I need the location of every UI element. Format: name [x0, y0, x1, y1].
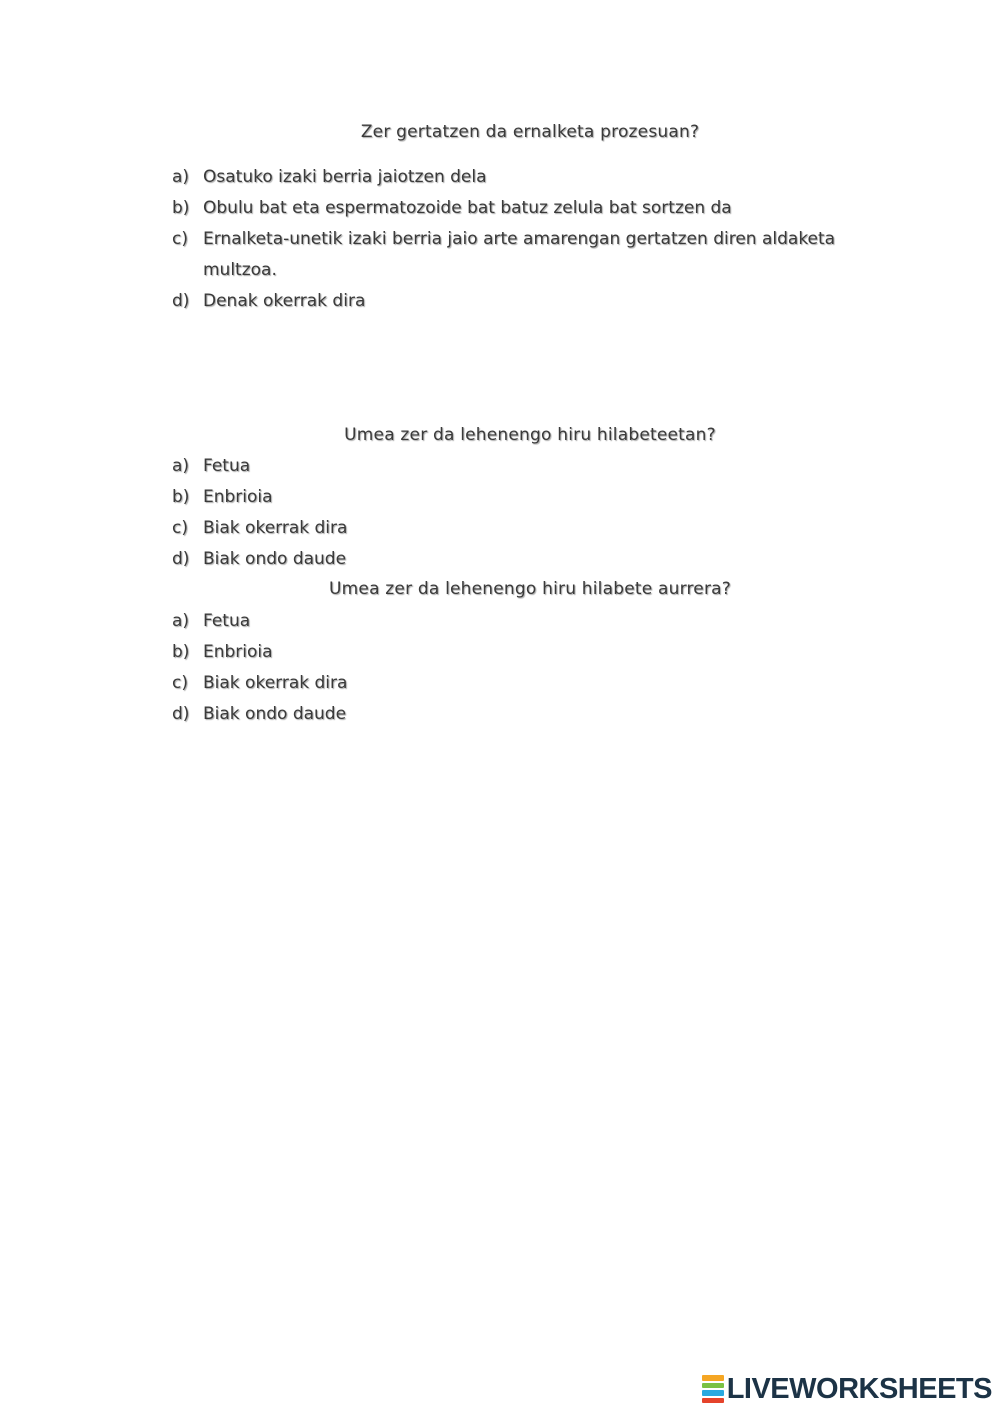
option-letter: d)	[172, 704, 190, 724]
liveworksheets-logo[interactable]	[702, 1371, 992, 1407]
option-1d[interactable]	[172, 286, 872, 317]
option-text: Ernalketa-unetik izaki berria jaio arte amarengan gertatzen diren aldaketa multzoa.	[203, 229, 836, 280]
question-2-options	[172, 451, 872, 575]
option-3c[interactable]	[172, 668, 872, 699]
logo-bar	[702, 1390, 724, 1396]
question-1-title: Zer gertatzen da ernalketa prozesuan?	[360, 122, 700, 142]
option-text: Biak ondo daude	[203, 704, 347, 724]
option-text: Fetua	[203, 611, 251, 631]
question-1-options	[172, 162, 872, 317]
option-2b[interactable]	[172, 482, 872, 513]
option-text: Biak ondo daude	[203, 549, 347, 569]
option-letter: d)	[172, 291, 190, 311]
logo-bar	[702, 1375, 724, 1381]
option-letter: d)	[172, 549, 190, 569]
option-text: Fetua	[203, 456, 251, 476]
option-letter: a)	[172, 456, 190, 476]
option-text: Enbrioia	[203, 487, 273, 507]
option-1a[interactable]	[172, 162, 872, 193]
question-2-title: Umea zer da lehenengo hiru hilabeteetan?	[344, 425, 716, 445]
option-text: Biak okerrak dira	[203, 518, 348, 538]
option-2d[interactable]	[172, 544, 872, 575]
option-2a[interactable]	[172, 451, 872, 482]
option-letter: b)	[172, 198, 190, 218]
option-text: Denak okerrak dira	[203, 291, 366, 311]
option-letter: a)	[172, 611, 190, 631]
option-3b[interactable]	[172, 637, 872, 668]
option-letter: c)	[172, 229, 188, 249]
option-text: Osatuko izaki berria jaiotzen dela	[203, 167, 487, 187]
option-1c[interactable]	[172, 224, 872, 286]
option-letter: c)	[172, 673, 188, 693]
question-3-options	[172, 606, 872, 730]
option-2c[interactable]	[172, 513, 872, 544]
option-text: Obulu bat eta espermatozoide bat batuz zelula bat sortzen da	[203, 198, 732, 218]
option-letter: b)	[172, 642, 190, 662]
logo-bar	[702, 1398, 724, 1404]
option-letter: c)	[172, 518, 188, 538]
question-3-title: Umea zer da lehenengo hiru hilabete aurrera?	[329, 579, 731, 599]
option-1b[interactable]	[172, 193, 872, 224]
liveworksheets-logo-text: LIVEWORKSHEETS	[726, 1372, 992, 1405]
option-text: Enbrioia	[203, 642, 273, 662]
option-letter: b)	[172, 487, 190, 507]
option-letter: a)	[172, 167, 190, 187]
option-text: Biak okerrak dira	[203, 673, 348, 693]
option-3d[interactable]	[172, 699, 872, 730]
logo-bar	[702, 1383, 724, 1389]
liveworksheets-logo-icon	[702, 1374, 724, 1404]
option-3a[interactable]	[172, 606, 872, 637]
